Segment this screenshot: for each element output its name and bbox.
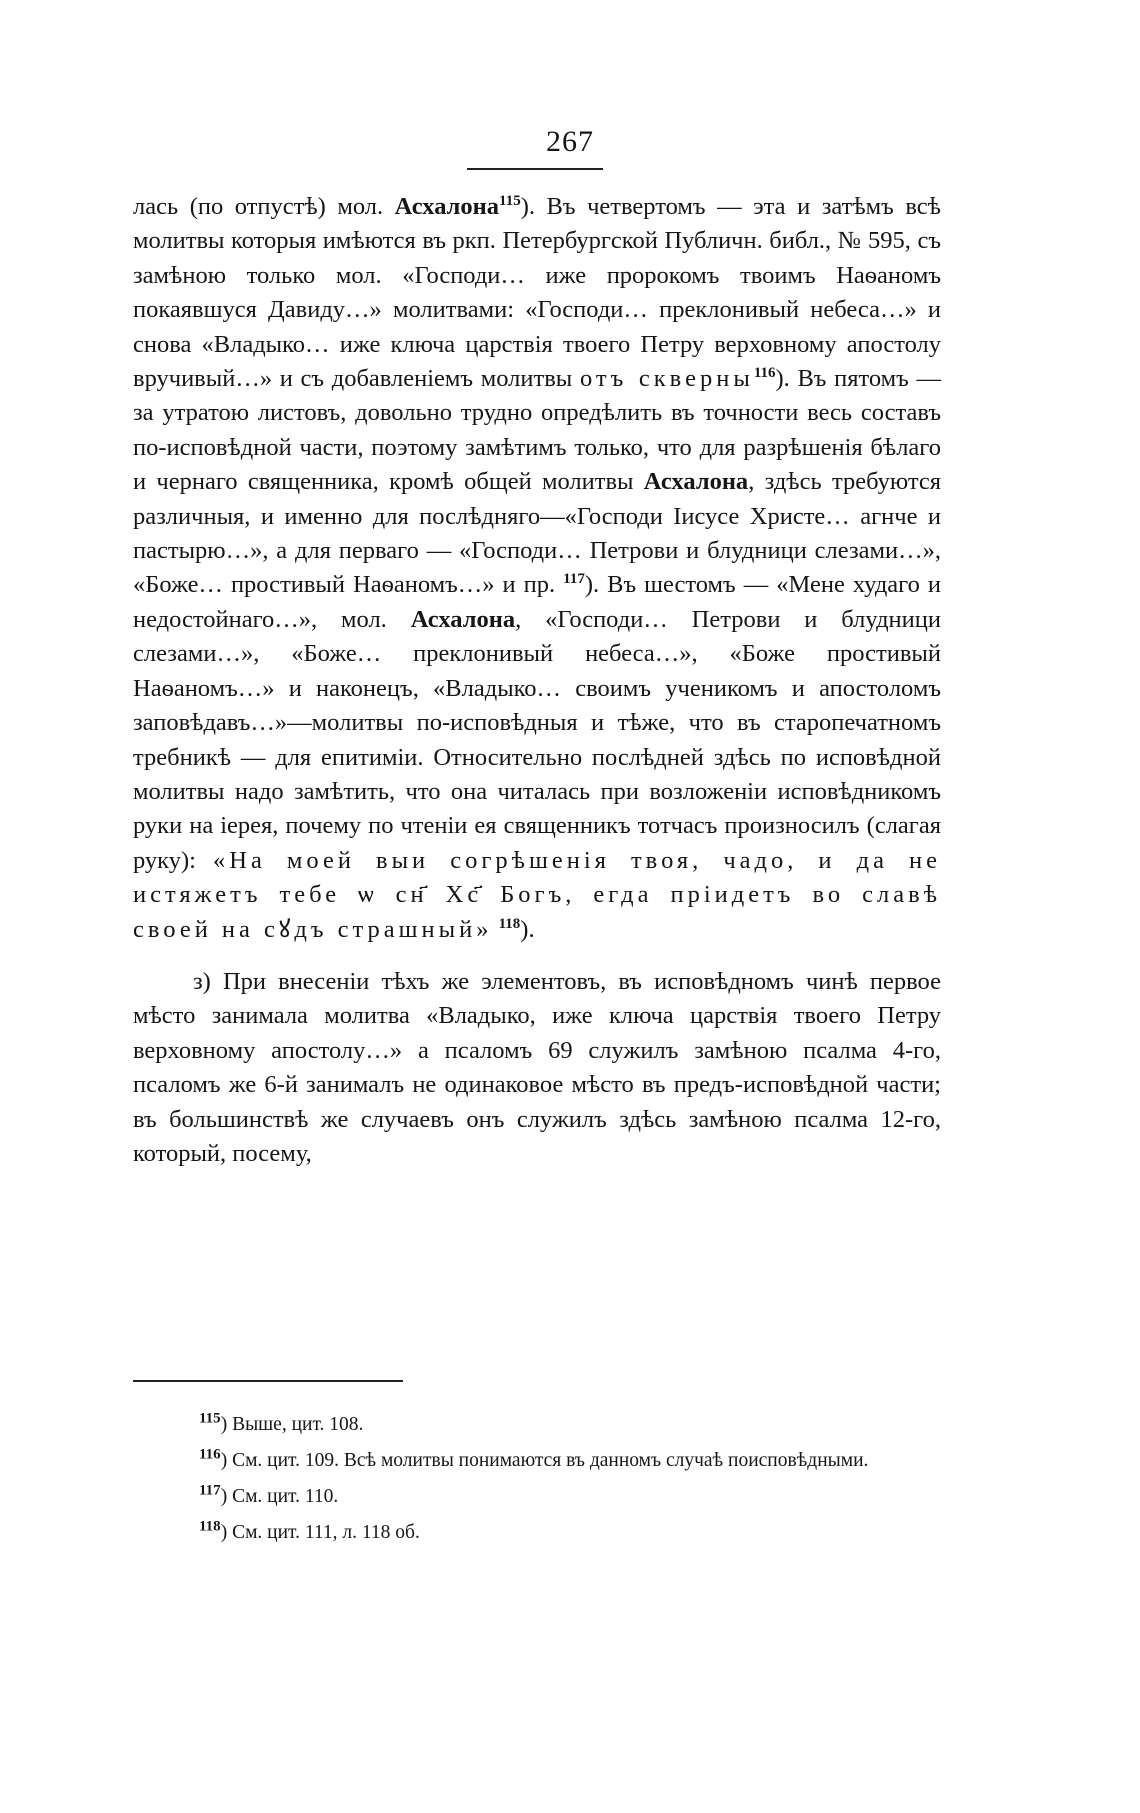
paragraph-1 xyxy=(133,190,941,947)
footnote-ref: 118 xyxy=(498,915,521,932)
spaced-quote: «На моей выи согрѣшенія твоя, чадо, и да не истяжетъ тебе ѡ сн҃ Хс҃ Богъ, егда пріидетъ во славѣ своей на сꙋдъ страшный» xyxy=(133,846,941,943)
page-number: 267 xyxy=(546,125,594,158)
emphasis-name: Асхалона xyxy=(643,468,749,496)
text-run: ). xyxy=(520,915,535,943)
footnote-text: См. цит. 109. Всѣ молитвы понимаются въ данномъ случаѣ поисповѣдными. xyxy=(232,1450,869,1471)
footnote-text: См. цит. 110. xyxy=(232,1486,339,1507)
text-run: лась (по отпустѣ) мол. xyxy=(133,193,395,220)
text-run: ). Въ четвертомъ — эта и затѣмъ всѣ молитвы которыя имѣются въ ркп. Петербургской Публичн. библ., № 595, съ замѣною только мол. «Господи… иже пророкомъ твоимъ Наѳаномъ покаявшуся Давиду…» молитвами: «Господи… преклонивый небеса…» и снова «Владыко… иже ключа царствія твоего Петру верховному апостолу вручивый…» и съ добавленіемъ молитвы xyxy=(133,193,941,393)
text-run: , здѣсь требуются различныя, и именно для послѣдняго—«Господи Іисусе Христе… агнче и пастырю…», а для перваго — «Господи… Петрови и блудници слезами…», «Боже… простивый Наѳаномъ…» и пр. xyxy=(133,468,941,599)
paragraph-2 xyxy=(133,965,941,1171)
footnote-ref: 116 xyxy=(753,364,776,381)
footnote: $^{117}$) См. цит. 110. xyxy=(199,1482,339,1507)
page-number-rule xyxy=(467,168,603,170)
text-run: з) При внесеніи тѣхъ же элементовъ, въ исповѣдномъ чинѣ первое мѣсто занимала молитва «Владыко, иже ключа царствія твоего Петру верховному апостолу…» а псаломъ 69 служилъ замѣною псалма 4-го, псаломъ же 6-й занималъ не одинаковое мѣсто въ предъ-исповѣдной части; въ большинствѣ же случаевъ онъ служилъ здѣсь замѣною псалма 12-го, который, посему, xyxy=(133,967,941,1167)
footnote-number: 117 xyxy=(199,1482,221,1499)
spaced-quote: отъ скверны xyxy=(579,365,754,393)
footnote: $^{115}$) Выше, цит. 108. xyxy=(199,1410,364,1435)
footnote-ref: 117 xyxy=(563,571,585,588)
emphasis-name: Асхалона xyxy=(394,193,500,220)
text-run: , «Господи… Петрови и блудници слезами…», «Боже… преклонивый небеса…», «Боже простивый Наѳаномъ…» и наконецъ, «Владыко… своимъ ученикомъ и апостоломъ заповѣдавъ…»—молитвы по-исповѣдныя и тѣже, что въ старопечатномъ требникѣ — для епитиміи. Относительно послѣдней здѣсь по исповѣдной молитвы надо замѣтить, что она читалась при возложеніи исповѣдникомъ руки на іерея, почему по чтеніи ея священникъ тотчасъ произносилъ (слагая руку): xyxy=(133,605,941,874)
footnote-divider xyxy=(133,1380,403,1382)
footnote-text: См. цит. 111, л. 118 об. xyxy=(232,1522,420,1543)
footnote: $^{116}$) См. цит. 109. Всѣ молитвы понимаются въ данномъ случаѣ поисповѣдными. xyxy=(199,1446,869,1471)
footnote-ref: 115 xyxy=(499,192,521,209)
footnote-number: 116 xyxy=(199,1446,221,1463)
body-text xyxy=(133,190,941,1171)
text-run: ). Въ шестомъ — «Мене худаго и недостойнаго…», мол. xyxy=(133,571,941,633)
text-run: ). Въ пятомъ — за утратою листовъ, довольно трудно опредѣлить въ точности весь составъ по-исповѣдной части, поэтому замѣтимъ только, что для разрѣшенія бѣлаго и чернаго священника, кромѣ общей молитвы xyxy=(133,365,942,496)
footnote-number: 115 xyxy=(199,1410,221,1427)
emphasis-name: Асхалона xyxy=(410,605,516,633)
footnotes xyxy=(133,1410,941,1554)
footnote: $^{118}$) См. цит. 111, л. 118 об. xyxy=(199,1518,420,1543)
footnote-text: Выше, цит. 108. xyxy=(232,1414,364,1435)
footnote-number: 118 xyxy=(199,1518,221,1535)
